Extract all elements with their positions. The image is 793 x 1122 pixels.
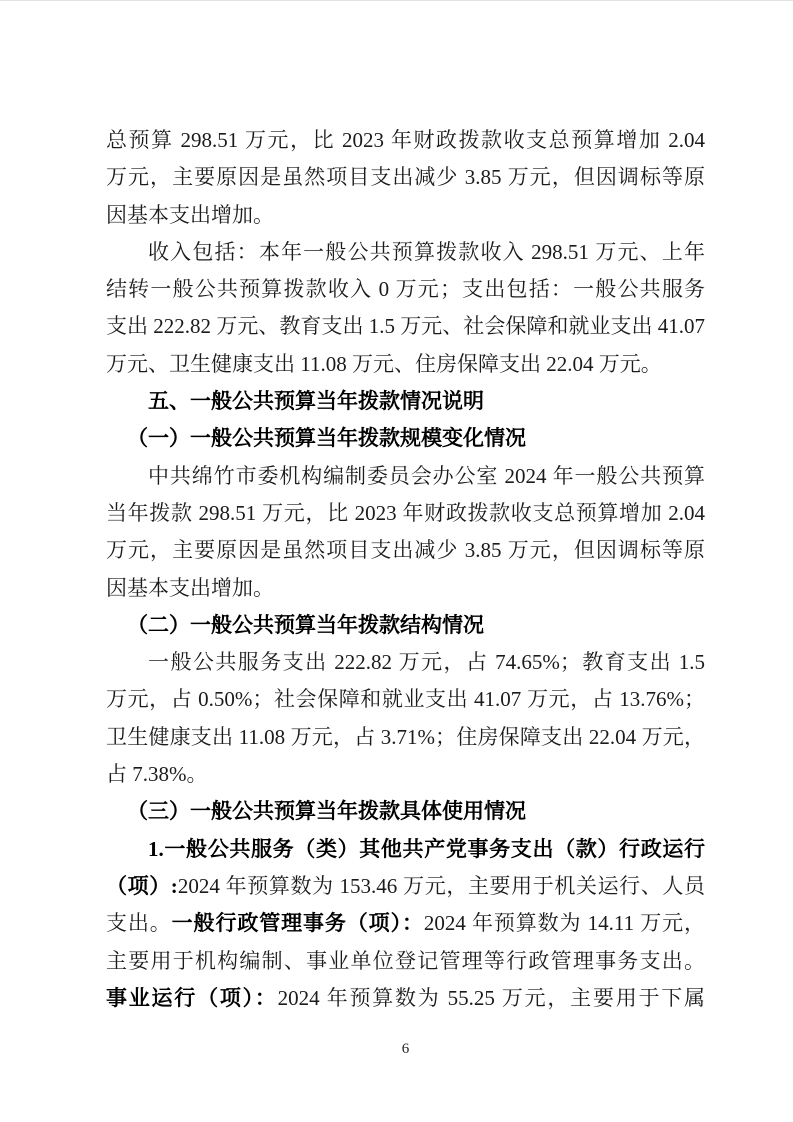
page-number: 6	[401, 1041, 410, 1057]
paragraph-line	[106, 905, 705, 942]
text-run: 2024 年预算数为 14.11 万元，	[423, 911, 705, 936]
paragraph-line: 因基本支出增加。	[106, 575, 274, 600]
paragraph-line: 结转一般公共预算拨款收入 0 万元；支出包括：一般公共服务	[106, 277, 705, 302]
bold-run: 一般行政管理事务（项）：	[171, 911, 424, 936]
text-run: 支出。	[106, 911, 172, 936]
subsection-heading: （一）一般公共预算当年拨款规模变化情况	[127, 426, 526, 451]
bold-run: 事业运行（项）：	[106, 985, 278, 1010]
paragraph-line: 万元，主要原因是虽然项目支出减少 3.85 万元，但因调标等原	[106, 538, 705, 563]
paragraph-line: 因基本支出增加。	[106, 202, 274, 227]
paragraph-line: 卫生健康支出 11.08 万元，占 3.71%；住房保障支出 22.04 万元，	[106, 724, 705, 749]
paragraph-line: 收入包括：本年一般公共预算拨款收入 298.51 万元、上年	[148, 239, 705, 264]
section-heading: 五、一般公共预算当年拨款情况说明	[148, 390, 484, 414]
bold-run: （项）:	[106, 873, 178, 898]
subsection-heading: （二）一般公共预算当年拨款结构情况	[127, 612, 484, 637]
paragraph-line: 1.一般公共服务（类）其他共产党事务支出（款）行政运行	[148, 836, 705, 861]
paragraph-line: 一般公共服务支出 222.82 万元，占 74.65%；教育支出 1.5	[148, 650, 705, 675]
paragraph-line: 万元，主要原因是虽然项目支出减少 3.85 万元，但因调标等原	[106, 165, 705, 190]
paragraph-line: 主要用于机构编制、事业单位登记管理等行政管理事务支出。	[106, 948, 705, 973]
paragraph-line: 支出 222.82 万元、教育支出 1.5 万元、社会保障和就业支出 41.07	[106, 314, 705, 339]
paragraph-line: 万元、卫生健康支出 11.08 万元、住房保障支出 22.04 万元。	[106, 351, 662, 376]
paragraph-line: 总预算 298.51 万元，比 2023 年财政拨款收支总预算增加 2.04	[106, 128, 705, 152]
paragraph-line	[106, 980, 705, 1017]
paragraph-line	[106, 868, 705, 905]
subsection-heading: （三）一般公共预算当年拨款具体使用情况	[127, 799, 526, 824]
text-run: 2024 年预算数为 55.25 万元，主要用于下属	[277, 985, 706, 1010]
paragraph-line: 占 7.38%。	[106, 762, 208, 787]
document-body	[106, 122, 705, 1017]
paragraph-line: 万元，占 0.50%；社会保障和就业支出 41.07 万元，占 13.76%；	[106, 687, 705, 712]
text-run: 2024 年预算数为 153.46 万元，主要用于机关运行、人员	[177, 873, 705, 898]
paragraph-line: 中共绵竹市委机构编制委员会办公室 2024 年一般公共预算	[148, 463, 705, 488]
paragraph-line: 当年拨款 298.51 万元，比 2023 年财政拨款收支总预算增加 2.04	[106, 500, 705, 525]
